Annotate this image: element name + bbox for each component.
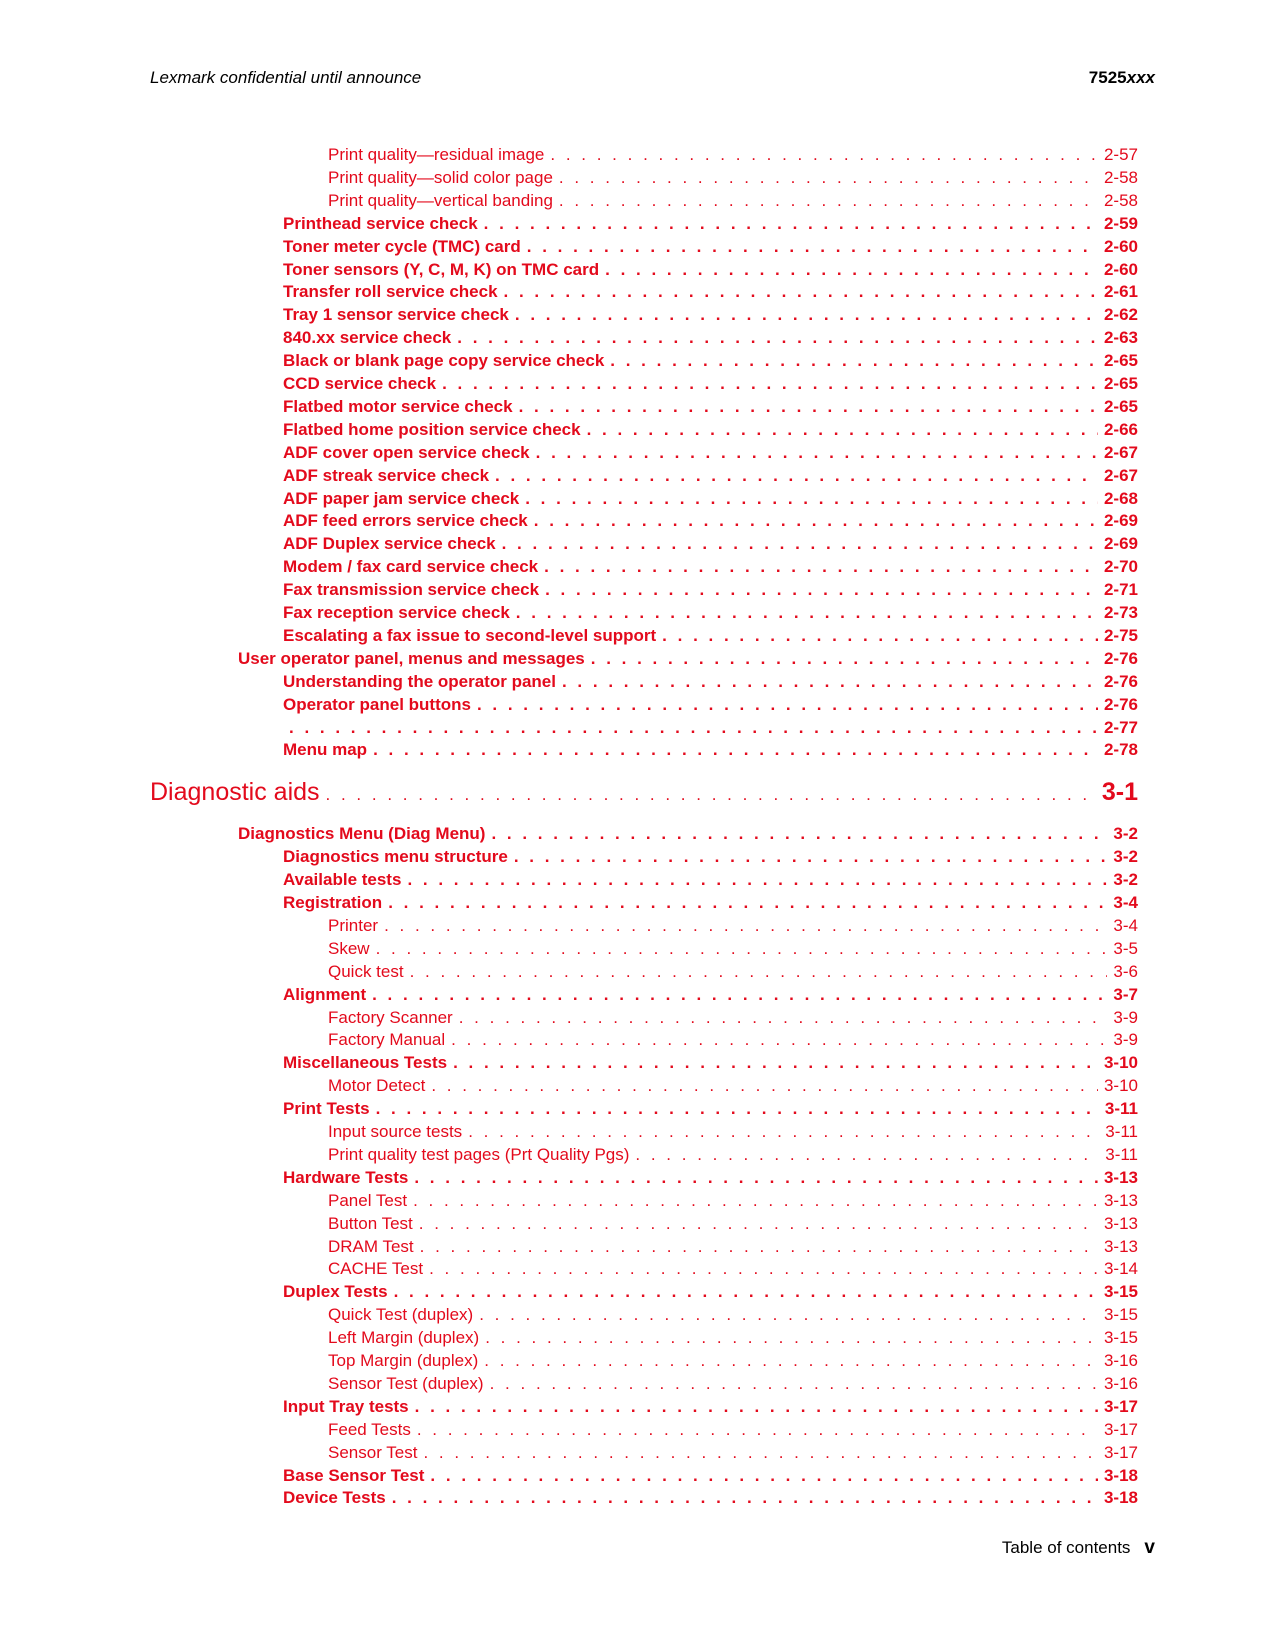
toc-entry-page: 3-1 (1101, 778, 1138, 807)
toc-entry[interactable] (328, 1328, 1138, 1348)
dot-leader (430, 1466, 1098, 1486)
dot-leader (544, 557, 1098, 577)
toc-entry-page: 2-73 (1103, 603, 1138, 622)
toc-entry-page: 3-10 (1103, 1053, 1138, 1073)
toc-entry[interactable] (328, 168, 1138, 188)
toc-entry[interactable] (328, 916, 1138, 936)
dot-leader (417, 1420, 1098, 1440)
dot-leader (635, 1145, 1099, 1165)
toc-entry[interactable] (283, 985, 1138, 1005)
toc-entry-title: Button Test (328, 1213, 413, 1233)
toc-entry-page: 2-65 (1103, 374, 1138, 393)
toc-entry-title: Base Sensor Test (283, 1465, 425, 1485)
toc-entry[interactable] (328, 939, 1138, 959)
dot-leader (414, 1168, 1098, 1188)
toc-entry[interactable] (283, 420, 1138, 440)
model-suffix: xxx (1126, 68, 1155, 87)
toc-entry[interactable] (328, 1420, 1138, 1440)
toc-entry[interactable] (283, 237, 1138, 257)
toc-entry[interactable] (283, 603, 1138, 623)
toc-entry-page: 3-2 (1113, 824, 1138, 844)
toc-entry-page: 2-68 (1103, 488, 1138, 508)
toc-entry[interactable] (328, 1305, 1138, 1325)
toc-entry[interactable] (328, 1351, 1138, 1371)
toc-entry[interactable] (283, 1282, 1138, 1302)
toc-entry-title: ADF Duplex service check (283, 534, 496, 554)
toc-entry-title: Duplex Tests (283, 1282, 388, 1302)
toc-entry-title: Miscellaneous Tests (283, 1053, 448, 1073)
toc-entry[interactable] (328, 1259, 1138, 1279)
dot-leader (587, 420, 1098, 440)
toc-entry-title: User operator panel, menus and messages (238, 648, 585, 668)
toc-entry[interactable] (328, 1030, 1138, 1050)
toc-entry[interactable] (283, 328, 1138, 348)
toc-entry-title: Factory Manual (328, 1030, 446, 1050)
toc-entry[interactable] (283, 534, 1138, 554)
toc-entry[interactable] (283, 893, 1138, 913)
toc-entry[interactable] (328, 1237, 1138, 1257)
toc-entry-title: Alignment (283, 984, 367, 1004)
toc-entry-title: Print quality—residual image (328, 145, 545, 164)
dot-leader (502, 534, 1098, 554)
toc-entry-page: 2-58 (1103, 167, 1138, 187)
toc-entry-page: 2-77 (1103, 717, 1138, 737)
toc-entry[interactable] (283, 374, 1138, 394)
toc-entry-page: 2-59 (1103, 213, 1138, 233)
dot-leader (326, 785, 1096, 805)
toc-entry-page: 3-9 (1113, 1007, 1138, 1027)
dot-leader (545, 580, 1098, 600)
dot-leader (384, 916, 1107, 936)
toc-entry-page: 3-9 (1113, 1030, 1138, 1050)
toc-entry-title: ADF streak service check (283, 465, 490, 485)
dot-leader (504, 282, 1098, 302)
toc-entry[interactable] (283, 718, 1138, 738)
toc-entry-page: 3-11 (1105, 1144, 1138, 1164)
toc-entry-title: Panel Test (328, 1190, 408, 1210)
toc-entry-page: 3-11 (1105, 1122, 1138, 1141)
toc-entry-page: 3-15 (1103, 1282, 1138, 1302)
toc-entry-title: Transfer roll service check (283, 282, 498, 302)
toc-entry-title: Black or blank page copy service check (283, 351, 605, 371)
toc-entry-page: 3-14 (1103, 1259, 1138, 1279)
toc-entry-page: 3-16 (1103, 1373, 1138, 1393)
toc-entry-title: DRAM Test (328, 1236, 414, 1256)
toc-entry-page: 2-65 (1103, 351, 1138, 371)
toc-entry-page: 3-17 (1103, 1442, 1138, 1462)
toc-entry-title: ADF cover open service check (283, 442, 530, 462)
toc-chapter-entry[interactable] (150, 778, 1138, 807)
dot-leader (477, 695, 1098, 715)
dot-leader (415, 1397, 1098, 1417)
toc-entry[interactable] (283, 580, 1138, 600)
toc-entry-page: 2-65 (1103, 396, 1138, 416)
toc-entry[interactable] (238, 824, 1138, 844)
toc-entry-page: 3-18 (1103, 1488, 1138, 1508)
toc-entry[interactable] (328, 1122, 1138, 1142)
dot-leader (376, 1099, 1099, 1119)
toc-entry[interactable] (283, 397, 1138, 417)
toc-entry-page: 2-67 (1103, 465, 1138, 485)
toc-entry-page: 2-58 (1103, 190, 1138, 210)
dot-leader (423, 1443, 1098, 1463)
dot-leader (562, 672, 1098, 692)
toc-entry[interactable] (283, 1099, 1138, 1119)
dot-leader (495, 466, 1098, 486)
toc-entry-title: Factory Scanner (328, 1007, 453, 1027)
toc-entry-page: 3-17 (1103, 1396, 1138, 1416)
toc-entry-title: Quick Test (duplex) (328, 1305, 474, 1325)
toc-entry-page: 2-67 (1103, 442, 1138, 462)
toc-entry-page: 2-69 (1103, 511, 1138, 531)
toc-entry-title: CCD service check (283, 374, 437, 393)
dot-leader (459, 1008, 1108, 1028)
toc-entry-page: 2-76 (1103, 671, 1138, 691)
toc-entry-title: CACHE Test (328, 1259, 424, 1279)
toc-entry-title: Print quality—vertical banding (328, 190, 553, 210)
toc-entry-title: Diagnostics menu structure (283, 847, 508, 867)
dot-leader (559, 168, 1098, 188)
dot-leader (515, 305, 1098, 325)
toc-entry-title: Escalating a fax issue to second-level support (283, 625, 657, 645)
toc-entry-title: ADF feed errors service check (283, 511, 528, 531)
toc-entry[interactable] (328, 191, 1138, 211)
dot-leader (527, 237, 1098, 257)
dot-leader (376, 939, 1108, 959)
toc-entry-title: 840.xx service check (283, 328, 452, 348)
dot-leader (534, 511, 1098, 531)
dot-leader (484, 214, 1098, 234)
dot-leader (605, 260, 1098, 280)
toc-entry-page: 2-57 (1103, 145, 1138, 164)
dot-leader (484, 1351, 1098, 1371)
toc-entry-title: Flatbed motor service check (283, 396, 513, 416)
dot-leader (479, 1305, 1098, 1325)
dot-leader (468, 1122, 1099, 1142)
toc-entry-title: Understanding the operator panel (283, 671, 556, 691)
toc-entry-title: Toner meter cycle (TMC) card (283, 236, 521, 256)
dot-leader (491, 824, 1107, 844)
dot-leader (410, 962, 1108, 982)
toc-entry-title: Menu map (283, 740, 368, 760)
dot-leader (442, 374, 1098, 394)
running-header-left: Lexmark confidential until announce (150, 68, 422, 87)
dot-leader (550, 145, 1098, 165)
toc-entry[interactable] (283, 260, 1138, 280)
toc-entry[interactable] (283, 740, 1138, 760)
toc-entry-page: 2-78 (1103, 740, 1138, 760)
toc-entry-page: 2-60 (1103, 259, 1138, 279)
toc-entry-title: Flatbed home position service check (283, 419, 581, 439)
toc-entry[interactable] (283, 466, 1138, 486)
toc-entry-page: 3-13 (1103, 1213, 1138, 1233)
dot-leader (485, 1328, 1098, 1348)
dot-leader (453, 1053, 1098, 1073)
toc-entry-title: Toner sensors (Y, C, M, K) on TMC card (283, 259, 600, 279)
toc-entry[interactable] (328, 145, 1138, 165)
toc-entry[interactable] (283, 626, 1138, 646)
toc-entry-title: Printer (328, 915, 379, 935)
toc-entry-title: Hardware Tests (283, 1167, 409, 1187)
dot-leader (413, 1191, 1098, 1211)
model-number: 7525 (1088, 68, 1127, 87)
dot-leader (559, 191, 1098, 211)
toc-entry-title: Operator panel buttons (283, 694, 471, 714)
toc-entry[interactable] (283, 870, 1138, 890)
toc-entry-title: Feed Tests (328, 1419, 411, 1439)
toc-entry-title: Printhead service check (283, 213, 478, 233)
toc-entry[interactable] (283, 489, 1138, 509)
dot-leader (457, 328, 1098, 348)
toc-entry[interactable] (328, 1008, 1138, 1028)
toc-entry-page: 2-61 (1103, 282, 1138, 302)
running-header-model (1089, 68, 1155, 88)
footer-page-number: v (1144, 1537, 1155, 1558)
dot-leader (388, 893, 1107, 913)
toc-entry-page: 3-13 (1103, 1236, 1138, 1256)
dot-leader (591, 649, 1098, 669)
toc-entry-page: 3-15 (1103, 1305, 1138, 1325)
toc-entry[interactable] (328, 1076, 1138, 1096)
toc-entry-title: Diagnostics Menu (Diag Menu) (238, 824, 486, 844)
toc-entry-page: 3-5 (1113, 938, 1138, 958)
toc-entry[interactable] (283, 1466, 1138, 1486)
toc-entry-title: Input Tray tests (283, 1396, 409, 1416)
dot-leader (490, 1374, 1098, 1394)
dot-leader (420, 1237, 1098, 1257)
toc-entry-page: 2-71 (1103, 580, 1138, 600)
toc-entry-title: Modem / fax card service check (283, 557, 539, 577)
dot-leader (536, 443, 1098, 463)
toc-entry-title: Motor Detect (328, 1076, 426, 1096)
toc-entry-page: 3-2 (1113, 870, 1138, 890)
toc-entry-title: Print quality—solid color page (328, 167, 553, 187)
toc-entry[interactable] (283, 695, 1138, 715)
toc-entry-page: 2-62 (1103, 305, 1138, 325)
toc-entry-page: 2-76 (1103, 694, 1138, 714)
toc-entry-title: Top Margin (duplex) (328, 1351, 479, 1370)
toc-entry-page: 3-16 (1103, 1351, 1138, 1370)
toc-entry[interactable] (283, 1168, 1138, 1188)
toc-entry-title: Quick test (328, 961, 404, 981)
toc-entry-page: 3-6 (1113, 961, 1138, 981)
toc-entry-title: Sensor Test (duplex) (328, 1373, 484, 1393)
toc-entry-title: Available tests (283, 870, 402, 890)
toc-entry[interactable] (328, 1214, 1138, 1234)
toc-entry-title: Print Tests (283, 1099, 370, 1119)
toc-entry[interactable] (238, 649, 1138, 669)
toc-entry-title: Diagnostic aids (150, 778, 320, 807)
toc-entry[interactable] (283, 351, 1138, 371)
dot-leader (516, 603, 1098, 623)
toc-entry[interactable] (283, 214, 1138, 234)
dot-leader (525, 489, 1098, 509)
dot-leader (519, 397, 1098, 417)
toc-entry-title: Skew (328, 938, 370, 958)
dot-leader (372, 985, 1107, 1005)
toc-entry[interactable] (328, 1374, 1138, 1394)
toc-entry-page: 3-10 (1103, 1076, 1138, 1096)
toc-entry[interactable] (283, 443, 1138, 463)
toc-entry[interactable] (283, 672, 1138, 692)
toc-entry-page: 3-7 (1113, 984, 1138, 1004)
toc-entry-page: 2-66 (1103, 419, 1138, 439)
dot-leader (373, 740, 1098, 760)
toc-entry-title: Tray 1 sensor service check (283, 305, 509, 325)
toc-entry-title: Fax reception service check (283, 603, 510, 622)
toc-entry-title: Fax transmission service check (283, 580, 540, 600)
dot-leader (419, 1214, 1098, 1234)
toc-entry-page: 2-76 (1103, 648, 1138, 668)
toc-entry-page: 3-17 (1103, 1419, 1138, 1439)
toc-entry-page: 3-4 (1113, 915, 1138, 935)
toc-entry-title: Input source tests (328, 1122, 463, 1141)
toc-entry[interactable] (328, 1191, 1138, 1211)
dot-leader (610, 351, 1098, 371)
toc-entry-page: 2-63 (1103, 328, 1138, 348)
toc-entry-title: Registration (283, 893, 383, 912)
toc-entry[interactable] (283, 282, 1138, 302)
toc-entry-title: Left Margin (duplex) (328, 1328, 480, 1348)
toc-entry-page: 3-4 (1113, 893, 1138, 912)
toc-entry[interactable] (328, 1145, 1138, 1165)
toc-entry[interactable] (328, 962, 1138, 982)
dot-leader (662, 626, 1098, 646)
toc-entry-page: 2-70 (1103, 557, 1138, 577)
toc-entry[interactable] (283, 1053, 1138, 1073)
toc-entry[interactable] (283, 557, 1138, 577)
toc-entry-page: 3-2 (1113, 847, 1138, 867)
toc-entry-page: 2-69 (1103, 534, 1138, 554)
toc-entry-page: 3-13 (1103, 1190, 1138, 1210)
toc-entry-title: Sensor Test (328, 1442, 418, 1462)
toc-entry[interactable] (283, 1488, 1138, 1508)
toc-entry[interactable] (283, 847, 1138, 867)
toc-entry[interactable] (283, 1397, 1138, 1417)
toc-entry[interactable] (328, 1443, 1138, 1463)
page-footer (1002, 1537, 1155, 1559)
dot-leader (431, 1076, 1098, 1096)
toc-entry-page: 3-15 (1103, 1328, 1138, 1348)
toc-entry-page: 3-13 (1103, 1167, 1138, 1187)
toc-entry-page: 3-18 (1103, 1465, 1138, 1485)
dot-leader (289, 718, 1098, 738)
dot-leader (451, 1030, 1107, 1050)
toc-entry-title: ADF paper jam service check (283, 488, 520, 508)
toc-entry[interactable] (283, 511, 1138, 531)
toc-entry-page: 2-60 (1103, 236, 1138, 256)
dot-leader (514, 847, 1108, 867)
dot-leader (392, 1488, 1098, 1508)
footer-label: Table of contents (1001, 1538, 1131, 1557)
dot-leader (429, 1259, 1098, 1279)
toc-entry-page: 3-11 (1104, 1099, 1138, 1119)
dot-leader (407, 870, 1107, 890)
dot-leader (394, 1282, 1098, 1302)
toc-entry[interactable] (283, 305, 1138, 325)
toc-entry-title: Print quality test pages (Prt Quality Pgs) (328, 1144, 630, 1164)
toc-entry-page: 2-75 (1103, 625, 1138, 645)
toc-entry-title: Device Tests (283, 1488, 386, 1508)
